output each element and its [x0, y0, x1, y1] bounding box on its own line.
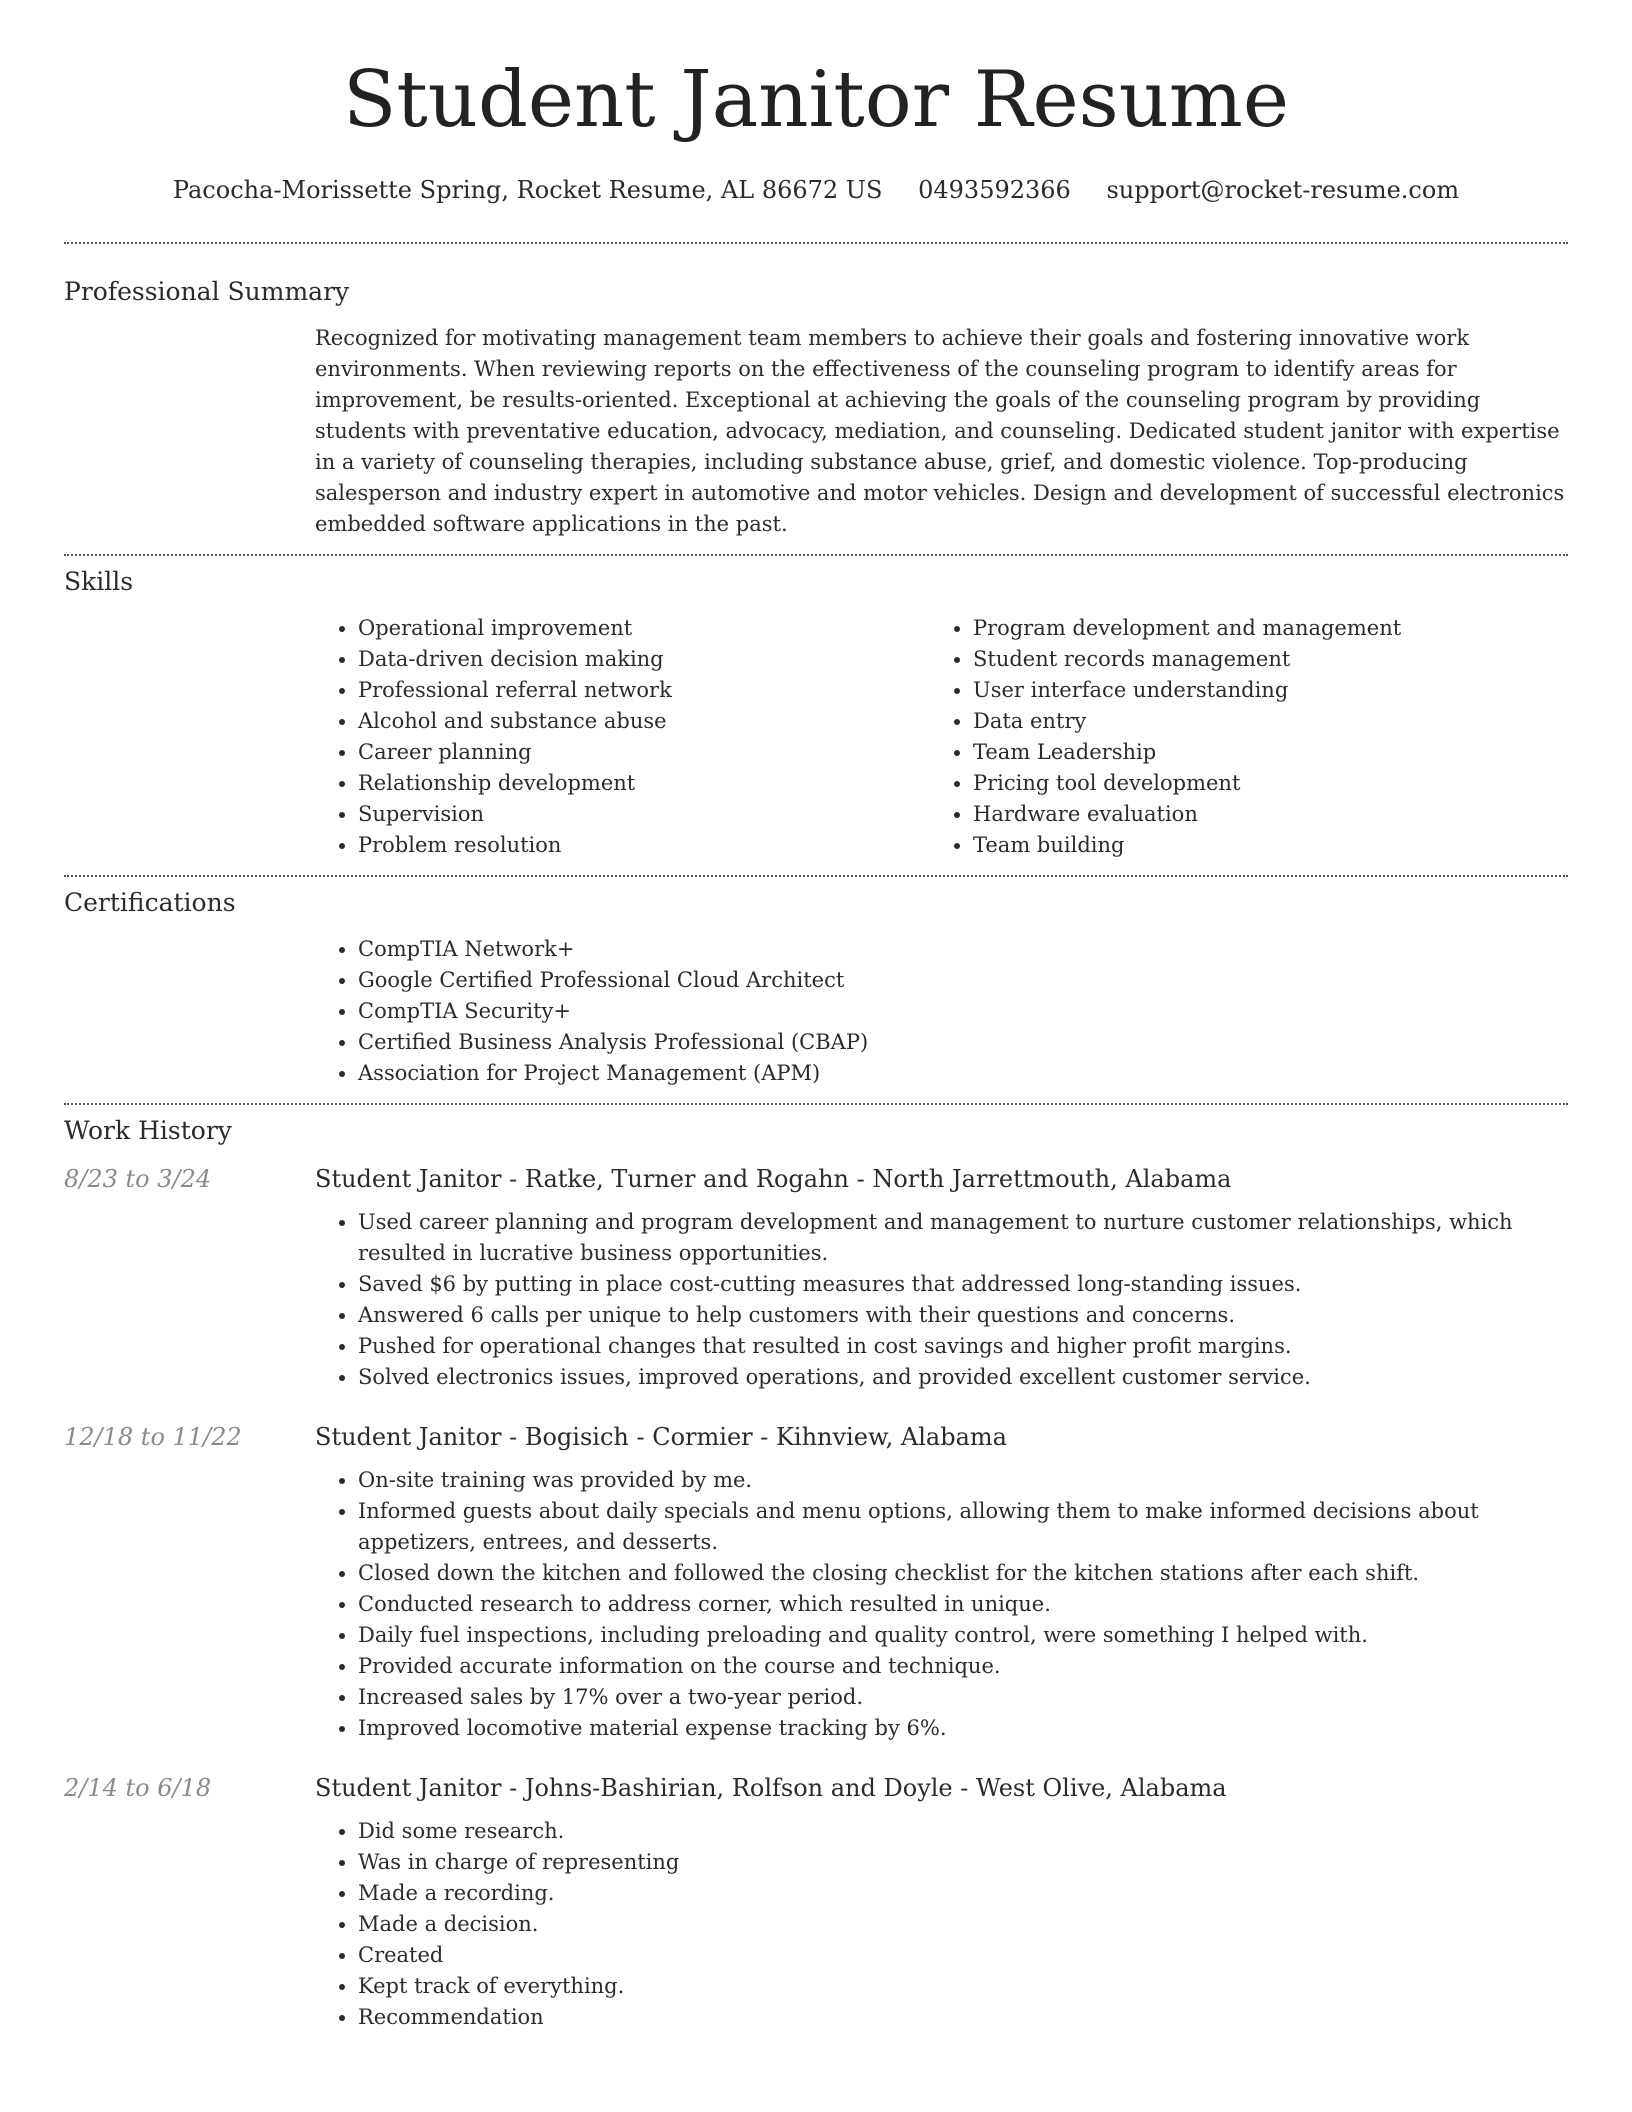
list-item: • Pricing tool development — [973, 768, 1545, 799]
list-item: • Alcohol and substance abuse — [358, 706, 930, 737]
job-title: Student Janitor - Bogisich - Cormier - Kihnview, Alabama — [315, 1423, 1007, 1451]
list-item: • Conducted research to address corner, which resulted in unique. — [358, 1589, 1568, 1620]
list-item: • Increased sales by 17% over a two-year period. — [358, 1682, 1568, 1713]
list-item: • Daily fuel inspections, including preloading and quality control, were something I helped with. — [358, 1620, 1568, 1651]
job-bullets — [315, 1816, 1568, 2033]
list-item: • Certified Business Analysis Professional (CBAP) — [358, 1027, 1568, 1058]
list-item: • Kept track of everything. — [358, 1971, 1568, 2002]
list-item: • Solved electronics issues, improved operations, and provided excellent customer service. — [358, 1362, 1568, 1393]
list-item: • Pushed for operational changes that resulted in cost savings and higher profit margins. — [358, 1331, 1568, 1362]
list-item: • Supervision — [358, 799, 930, 830]
list-item: • Used career planning and program development and management to nurture customer relationships, which resulted in lucrative business opportunities. — [358, 1207, 1568, 1269]
list-item: • Team building — [973, 830, 1545, 861]
work-history-section — [64, 1105, 1568, 2033]
list-item: • Did some research. — [358, 1816, 1568, 1847]
contact-address: Pacocha-Morissette Spring, Rocket Resume, AL 86672 US — [172, 176, 883, 204]
list-item: • Answered 6 calls per unique to help customers with their questions and concerns. — [358, 1300, 1568, 1331]
job-entry — [64, 1423, 1568, 1744]
list-item: • Provided accurate information on the course and technique. — [358, 1651, 1568, 1682]
list-item: • Relationship development — [358, 768, 930, 799]
list-item: • Informed guests about daily specials and menu options, allowing them to make informed decisions about appetizers, entrees, and desserts. — [358, 1496, 1568, 1558]
list-item: • On-site training was provided by me. — [358, 1465, 1568, 1496]
job-entry — [64, 1165, 1568, 1393]
list-item: • Team Leadership — [973, 737, 1545, 768]
job-title: Student Janitor - Johns-Bashirian, Rolfson and Doyle - West Olive, Alabama — [315, 1774, 1227, 1802]
list-item: • Student records management — [973, 644, 1545, 675]
skills-section — [64, 556, 1568, 875]
job-bullets — [315, 1207, 1568, 1393]
certifications-list — [315, 934, 1568, 1089]
certifications-heading: Certifications — [64, 888, 236, 917]
list-item: • Made a recording. — [358, 1878, 1568, 1909]
work-history-heading: Work History — [64, 1116, 232, 1145]
list-item: • Created — [358, 1940, 1568, 1971]
list-item: • CompTIA Security+ — [358, 996, 1568, 1027]
list-item: • Improved locomotive material expense tracking by 6%. — [358, 1713, 1568, 1744]
list-item: • Professional referral network — [358, 675, 930, 706]
list-item: • Problem resolution — [358, 830, 930, 861]
list-item: • Career planning — [358, 737, 930, 768]
list-item: • Program development and management — [973, 613, 1545, 644]
list-item: • Data-driven decision making — [358, 644, 930, 675]
list-item: • Was in charge of representing — [358, 1847, 1568, 1878]
skills-list-left — [315, 613, 930, 861]
summary-heading: Professional Summary — [64, 277, 350, 306]
contact-email: support@rocket-resume.com — [1106, 176, 1460, 204]
summary-section — [64, 244, 1568, 554]
certifications-section — [64, 877, 1568, 1103]
list-item: • Recommendation — [358, 2002, 1568, 2033]
job-bullets — [315, 1465, 1568, 1744]
contact-line — [64, 174, 1568, 206]
job-dates: 8/23 to 3/24 — [64, 1165, 212, 1193]
list-item: • Made a decision. — [358, 1909, 1568, 1940]
summary-text: Recognized for motivating management team members to achieve their goals and fostering innovative work environments. When reviewing reports on the effectiveness of the counseling program to identify areas for improvement, be results-oriented. Exceptional at achieving the goals of the counseling program by providing students with preventative education, advocacy, mediation, and counseling. Dedicated student janitor with expertise in a variety of counseling therapies, including substance abuse, grief, and domestic violence. Top-producing salesperson and industry expert in automotive and motor vehicles. Design and development of successful electronics embedded software applications in the past. — [315, 326, 1565, 536]
list-item: • Closed down the kitchen and followed the closing checklist for the kitchen stations after each shift. — [358, 1558, 1568, 1589]
list-item: • Hardware evaluation — [973, 799, 1545, 830]
list-item: • Data entry — [973, 706, 1545, 737]
skills-list-right — [930, 613, 1545, 861]
list-item: • Google Certified Professional Cloud Architect — [358, 965, 1568, 996]
job-dates: 2/14 to 6/18 — [64, 1774, 212, 1802]
resume-title: Student Janitor Resume — [342, 55, 1290, 145]
job-dates: 12/18 to 11/22 — [64, 1423, 242, 1451]
skills-heading: Skills — [64, 567, 134, 596]
list-item: • Saved $6 by putting in place cost-cutting measures that addressed long-standing issues. — [358, 1269, 1568, 1300]
list-item: • Association for Project Management (APM) — [358, 1058, 1568, 1089]
list-item: • Operational improvement — [358, 613, 930, 644]
job-title: Student Janitor - Ratke, Turner and Rogahn - North Jarrettmouth, Alabama — [315, 1165, 1232, 1193]
contact-phone: 0493592366 — [918, 176, 1071, 204]
job-entry — [64, 1774, 1568, 2033]
list-item: • CompTIA Network+ — [358, 934, 1568, 965]
list-item: • User interface understanding — [973, 675, 1545, 706]
